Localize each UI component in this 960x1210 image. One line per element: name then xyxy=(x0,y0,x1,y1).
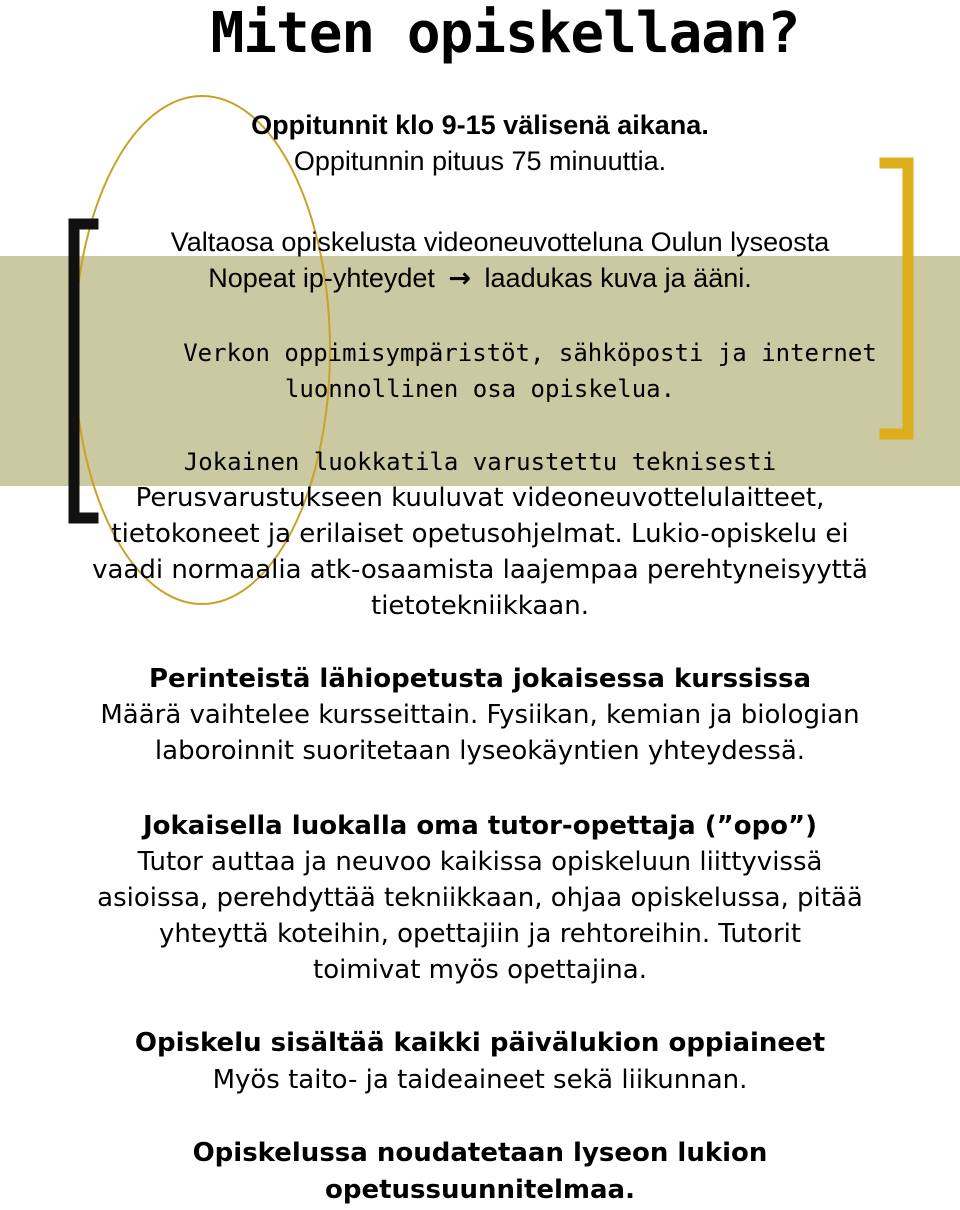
section-text-line: laboroinnit suoritetaan lyseokäyntien yhteydessä. xyxy=(154,736,806,766)
section-text-line xyxy=(0,260,960,297)
section-text-part: Nopeat ip-yhteydet xyxy=(208,263,435,293)
section-text-line: tietokoneet ja erilaiset opetusohjelmat. Lukio-opiskelu ei xyxy=(111,519,849,549)
section-heading-environment: Verkon oppimisympäristöt, sähköposti ja internet xyxy=(183,339,877,367)
section-text-line: opetussuunnitelmaa. xyxy=(325,1175,635,1205)
section-heading-subjects: Opiskelu sisältää kaikki päivälukion oppiaineet xyxy=(134,1028,826,1058)
page-title: Miten opiskellaan? xyxy=(210,1,800,66)
section-text-line: Tutor auttaa ja neuvoo kaikissa opiskeluun liittyvissä xyxy=(137,847,823,877)
section-heading-video: Valtaosa opiskelusta videoneuvotteluna Oulun lyseosta xyxy=(170,227,830,257)
section-text-line: Perusvarustukseen kuuluvat videoneuvottelulaitteet, xyxy=(135,483,825,513)
section-text-line: Määrä vaihtelee kursseittain. Fysiikan, kemian ja biologian xyxy=(100,700,860,730)
section-text-line: toimivat myös opettajina. xyxy=(313,955,647,985)
section-heading-classroom: Jokainen luokkatila varustettu teknisesti xyxy=(183,448,777,476)
section-text-line: yhteyttä koteihin, opettajiin ja rehtoreihin. Tutorit xyxy=(158,919,802,949)
section-heading-tutor: Jokaisella luokalla oma tutor-opettaja (”opo”) xyxy=(142,811,818,841)
section-text-line: asioissa, perehdyttää tekniikkaan, ohjaa opiskelussa, pitää xyxy=(97,883,863,913)
section-heading-schedule: Oppitunnit klo 9-15 välisenä aikana. xyxy=(251,110,709,140)
section-heading-contact-teaching: Perinteistä lähiopetusta jokaisessa kurssissa xyxy=(149,664,811,694)
section-heading-curriculum: Opiskelussa noudatetaan lyseon lukion xyxy=(192,1138,768,1168)
section-text-line: Oppitunnin pituus 75 minuuttia. xyxy=(293,146,667,176)
arrow-icon: → xyxy=(448,263,472,294)
section-text-line: luonnollinen osa opiskelua. xyxy=(284,375,676,403)
section-text-line: Myös taito- ja taideaineet sekä liikunnan. xyxy=(212,1065,748,1095)
section-text-part: laadukas kuva ja ääni. xyxy=(484,263,752,293)
section-text-line: vaadi normaalia atk-osaamista laajempaa perehtyneisyyttä xyxy=(92,555,868,585)
section-text-line: tietotekniikkaan. xyxy=(371,591,589,621)
